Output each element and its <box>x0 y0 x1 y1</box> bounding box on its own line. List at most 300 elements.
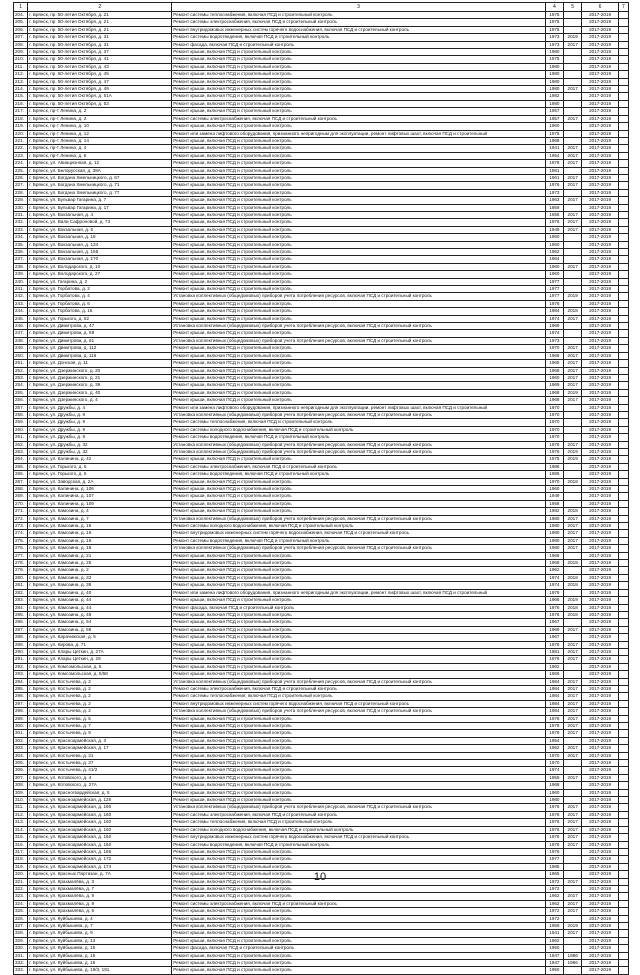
planned-period-cell: 2017-2019 <box>582 841 619 848</box>
extra-cell <box>618 337 628 344</box>
build-year-cell: 1986 <box>545 471 563 478</box>
last-repair-year-cell: 2017 <box>564 352 582 359</box>
work-type-cell: Ремонт крыши, включая ПСД и строительный контроль <box>172 493 545 500</box>
address-cell: г. Брянск, ул. Костычева, д. 2 <box>28 700 172 707</box>
build-year-cell: 1969 <box>545 323 563 330</box>
planned-period-cell: 2017-2019 <box>582 626 619 633</box>
build-year-cell: 1954 <box>545 737 563 744</box>
work-type-cell: Ремонт крыши, включая ПСД и строительный контроль <box>172 560 545 567</box>
work-type-cell: Ремонт крыши, включая ПСД и строительный контроль <box>172 915 545 922</box>
extra-cell <box>618 130 628 137</box>
work-type-cell: Ремонт крыши, включая ПСД и строительный контроль <box>172 152 545 159</box>
table-row <box>14 626 629 633</box>
extra-cell <box>618 767 628 774</box>
address-cell: г. Брянск, ул. Дружбы, д. 9 <box>28 426 172 433</box>
extra-cell <box>618 219 628 226</box>
last-repair-year-cell: 2019 <box>564 922 582 929</box>
row-number: 292. <box>14 663 28 670</box>
row-number: 272. <box>14 515 28 522</box>
work-type-cell: Ремонт крыши, включая ПСД и строительный контроль <box>172 634 545 641</box>
work-type-cell: Ремонт крыши, включая ПСД и строительный контроль <box>172 752 545 759</box>
work-type-cell: Ремонт системы водоотведения, включая ПСД и строительный контроль <box>172 434 545 441</box>
build-year-cell: 1976 <box>545 641 563 648</box>
last-repair-year-cell: 2017 <box>564 174 582 181</box>
last-repair-year-cell: 1986 <box>564 952 582 959</box>
address-cell: г. Брянск, ул. Богдана Хмельницкого, д. 77 <box>28 189 172 196</box>
row-number: 208. <box>14 41 28 48</box>
address-cell: г. Брянск, ул. Красноармейская, д. 166 <box>28 848 172 855</box>
last-repair-year-cell <box>564 789 582 796</box>
table-row <box>14 26 629 33</box>
last-repair-year-cell: 2017 <box>564 515 582 522</box>
row-number: 286. <box>14 619 28 626</box>
last-repair-year-cell: 2017 <box>564 685 582 692</box>
table-row <box>14 278 629 285</box>
address-cell: г. Брянск, пр. 50-летия Октября, д. 53 <box>28 100 172 107</box>
work-type-cell: Ремонт системы электроснабжения, включая ПСД и строительный контроль <box>172 900 545 907</box>
row-number: 241. <box>14 286 28 293</box>
extra-cell <box>618 930 628 937</box>
planned-period-cell: 2017-2019 <box>582 819 619 826</box>
build-year-cell: 1974 <box>545 574 563 581</box>
work-type-cell: Ремонт системы холодного водоснабжения, включая ПСД и строительный контроль <box>172 826 545 833</box>
planned-period-cell: 2017-2019 <box>582 574 619 581</box>
planned-period-cell: 2017-2019 <box>582 634 619 641</box>
address-cell: г. Брянск, ул. Костычева, д. 31 <box>28 752 172 759</box>
planned-period-cell: 2017-2019 <box>582 286 619 293</box>
last-repair-year-cell: 2018 <box>564 611 582 618</box>
last-repair-year-cell <box>564 137 582 144</box>
extra-cell <box>618 189 628 196</box>
last-repair-year-cell <box>564 471 582 478</box>
row-number: 285. <box>14 611 28 618</box>
extra-cell <box>618 360 628 367</box>
row-number: 299. <box>14 715 28 722</box>
address-cell: г. Брянск, ул. Камозина, д. 16 <box>28 537 172 544</box>
last-repair-year-cell: 2018 <box>564 574 582 581</box>
table-row <box>14 552 629 559</box>
extra-cell <box>618 626 628 633</box>
address-cell: г. Брянск, ул. Костычева, д. 2 <box>28 693 172 700</box>
last-repair-year-cell <box>564 967 582 974</box>
last-repair-year-cell: 2017 <box>564 360 582 367</box>
row-number: 230. <box>14 204 28 211</box>
build-year-cell: 1978 <box>545 730 563 737</box>
header-cell: 7 <box>618 3 628 12</box>
extra-cell <box>618 774 628 781</box>
last-repair-year-cell: 2017 <box>564 715 582 722</box>
planned-period-cell: 2017-2019 <box>582 478 619 485</box>
build-year-cell: 1984 <box>545 678 563 685</box>
row-number: 313. <box>14 819 28 826</box>
last-repair-year-cell: 2017 <box>564 441 582 448</box>
planned-period-cell: 2017-2019 <box>582 656 619 663</box>
last-repair-year-cell <box>564 797 582 804</box>
work-type-cell: Ремонт крыши, включая ПСД и строительный контроль <box>172 256 545 263</box>
planned-period-cell: 2017-2019 <box>582 515 619 522</box>
planned-period-cell: 2017-2019 <box>582 86 619 93</box>
row-number: 308. <box>14 782 28 789</box>
address-cell: г. Брянск, ул. Бульвар Гагарина, д. 7 <box>28 197 172 204</box>
address-cell: г. Брянск, ул. Куйбышева, д. 9 <box>28 930 172 937</box>
last-repair-year-cell: 2017 <box>564 160 582 167</box>
last-repair-year-cell: 2017 <box>564 397 582 404</box>
work-type-cell: Ремонт крыши, включая ПСД и строительный контроль <box>172 574 545 581</box>
work-type-cell: Установка коллективных (общедомовых) приборов учета потребления ресурсов, включая ПСД и строительный контроль <box>172 337 545 344</box>
build-year-cell: 1941 <box>545 930 563 937</box>
row-number: 221. <box>14 137 28 144</box>
table-row <box>14 100 629 107</box>
work-type-cell: Установка коллективных (общедомовых) приборов учета потребления ресурсов, включая ПСД и строительный контроль <box>172 678 545 685</box>
last-repair-year-cell: 2019 <box>564 456 582 463</box>
row-number: 232. <box>14 219 28 226</box>
work-type-cell: Ремонт системы водоотведения, включая ПСД и строительный контроль <box>172 34 545 41</box>
work-type-cell: Ремонт внутридомовых инженерных систем горячего водоснабжения, включая ПСД и строительный контроль <box>172 834 545 841</box>
extra-cell <box>618 863 628 870</box>
build-year-cell: 1963 <box>545 197 563 204</box>
extra-cell <box>618 730 628 737</box>
build-year-cell: 1977 <box>545 278 563 285</box>
planned-period-cell: 2017-2019 <box>582 848 619 855</box>
table-row <box>14 300 629 307</box>
address-cell: г. Брянск, ул. Костычева, д. 2 <box>28 678 172 685</box>
planned-period-cell: 2017-2019 <box>582 211 619 218</box>
last-repair-year-cell: 2017 <box>564 211 582 218</box>
extra-cell <box>618 574 628 581</box>
build-year-cell: 1969 <box>545 626 563 633</box>
last-repair-year-cell: 2017 <box>564 930 582 937</box>
last-repair-year-cell: 2017 <box>564 537 582 544</box>
extra-cell <box>618 967 628 974</box>
table-row <box>14 419 629 426</box>
planned-period-cell: 2017-2019 <box>582 323 619 330</box>
address-cell: г. Брянск, ул. Дружбы, д. 9 <box>28 434 172 441</box>
table-row <box>14 560 629 567</box>
table-row <box>14 145 629 152</box>
table-row <box>14 463 629 470</box>
extra-cell <box>618 634 628 641</box>
planned-period-cell: 2017-2019 <box>582 885 619 892</box>
planned-period-cell: 2017-2019 <box>582 56 619 63</box>
build-year-cell: 1974 <box>545 315 563 322</box>
build-year-cell: 1974 <box>545 330 563 337</box>
extra-cell <box>618 145 628 152</box>
build-year-cell: 1959 <box>545 774 563 781</box>
row-number: 242. <box>14 293 28 300</box>
build-year-cell: 1978 <box>545 723 563 730</box>
build-year-cell: 1976 <box>545 219 563 226</box>
address-cell: г. Брянск, ул. Дзержинского, д. 20 <box>28 367 172 374</box>
row-number: 331. <box>14 952 28 959</box>
planned-period-cell: 2017-2019 <box>582 589 619 596</box>
planned-period-cell: 2017-2019 <box>582 908 619 915</box>
row-number: 322. <box>14 885 28 892</box>
address-cell: г. Брянск, ул. Камозина, д. 36 <box>28 582 172 589</box>
row-number: 260. <box>14 426 28 433</box>
build-year-cell: 1960 <box>545 263 563 270</box>
row-number: 314. <box>14 826 28 833</box>
extra-cell <box>618 256 628 263</box>
work-type-cell: Ремонт или замена лифтового оборудования, признанного непригодным для эксплуатации, ремонт лифтовых шахт, включая ПСД и строительный <box>172 130 545 137</box>
planned-period-cell: 2017-2019 <box>582 434 619 441</box>
row-number: 328. <box>14 930 28 937</box>
build-year-cell: 1982 <box>545 93 563 100</box>
work-type-cell: Ремонт крыши, включая ПСД и строительный контроль <box>172 123 545 130</box>
last-repair-year-cell <box>564 767 582 774</box>
address-cell: г. Брянск, пр-т Ленина, д. 10 <box>28 123 172 130</box>
planned-period-cell: 2017-2019 <box>582 893 619 900</box>
last-repair-year-cell <box>564 189 582 196</box>
planned-period-cell: 2017-2019 <box>582 249 619 256</box>
planned-period-cell: 2017-2019 <box>582 263 619 270</box>
table-row <box>14 952 629 959</box>
last-repair-year-cell <box>564 323 582 330</box>
table-row <box>14 404 629 411</box>
address-cell: г. Брянск, ул. Клары Цеткин, д. 29 <box>28 656 172 663</box>
last-repair-year-cell: 2017 <box>564 197 582 204</box>
work-type-cell: Ремонт системы электроснабжения, включая ПСД и строительный контроль <box>172 463 545 470</box>
last-repair-year-cell: 2017 <box>564 530 582 537</box>
last-repair-year-cell <box>564 671 582 678</box>
work-type-cell: Ремонт крыши, включая ПСД и строительный контроль <box>172 56 545 63</box>
row-number: 305. <box>14 760 28 767</box>
build-year-cell: 1975 <box>545 56 563 63</box>
capital-repair-table <box>13 2 629 975</box>
planned-period-cell: 2017-2019 <box>582 700 619 707</box>
build-year-cell: 1976 <box>545 834 563 841</box>
last-repair-year-cell: 2017 <box>564 41 582 48</box>
work-type-cell: Ремонт крыши, включая ПСД и строительный контроль <box>172 330 545 337</box>
build-year-cell: 1949 <box>545 226 563 233</box>
row-number: 213. <box>14 78 28 85</box>
row-number: 239. <box>14 271 28 278</box>
last-repair-year-cell <box>564 93 582 100</box>
row-number: 330. <box>14 945 28 952</box>
extra-cell <box>618 589 628 596</box>
build-year-cell: 1960 <box>545 271 563 278</box>
last-repair-year-cell: 2017 <box>564 693 582 700</box>
row-number: 268. <box>14 486 28 493</box>
address-cell: г. Брянск, ул. Донская, д. 11 <box>28 360 172 367</box>
build-year-cell: 1975 <box>545 130 563 137</box>
build-year-cell: 1973 <box>545 34 563 41</box>
table-row <box>14 782 629 789</box>
table-row <box>14 286 629 293</box>
planned-period-cell: 2017-2019 <box>582 197 619 204</box>
build-year-cell: 1968 <box>545 552 563 559</box>
planned-period-cell: 2017-2019 <box>582 967 619 974</box>
extra-cell <box>618 685 628 692</box>
row-number: 215. <box>14 93 28 100</box>
last-repair-year-cell <box>564 856 582 863</box>
last-repair-year-cell <box>564 915 582 922</box>
work-type-cell: Ремонт системы водоотведения, включая ПСД и строительный контроль <box>172 537 545 544</box>
address-cell: г. Брянск, ул. Куйбышева, д. 15 <box>28 945 172 952</box>
build-year-cell: 1976 <box>545 841 563 848</box>
planned-period-cell: 2017-2019 <box>582 648 619 655</box>
planned-period-cell: 2017-2019 <box>582 715 619 722</box>
planned-period-cell: 2017-2019 <box>582 863 619 870</box>
build-year-cell: 1980 <box>545 100 563 107</box>
extra-cell <box>618 345 628 352</box>
row-number: 329. <box>14 937 28 944</box>
address-cell: г. Брянск, ул. Комсомольская, д. 5/58 <box>28 671 172 678</box>
build-year-cell: 1960 <box>545 123 563 130</box>
planned-period-cell: 2017-2019 <box>582 597 619 604</box>
table-row <box>14 752 629 759</box>
row-number: 269. <box>14 493 28 500</box>
extra-cell <box>618 560 628 567</box>
table-row <box>14 471 629 478</box>
extra-cell <box>618 286 628 293</box>
planned-period-cell: 2017-2019 <box>582 130 619 137</box>
work-type-cell: Установка коллективных (общедомовых) приборов учета потребления ресурсов, включая ПСД и строительный контроль <box>172 411 545 418</box>
planned-period-cell: 2017-2019 <box>582 411 619 418</box>
planned-period-cell: 2017-2019 <box>582 760 619 767</box>
table-row <box>14 715 629 722</box>
planned-period-cell: 2017-2019 <box>582 641 619 648</box>
build-year-cell: 1970 <box>545 760 563 767</box>
build-year-cell: 1973 <box>545 189 563 196</box>
row-number: 297. <box>14 700 28 707</box>
last-repair-year-cell: 2019 <box>564 293 582 300</box>
extra-cell <box>618 441 628 448</box>
table-row <box>14 863 629 870</box>
last-repair-year-cell <box>564 552 582 559</box>
address-cell: г. Брянск, ул. Володарского, д. 10 <box>28 263 172 270</box>
work-type-cell: Ремонт крыши, включая ПСД и строительный контроль <box>172 885 545 892</box>
build-year-cell: 1980 <box>545 797 563 804</box>
extra-cell <box>618 834 628 841</box>
build-year-cell: 1984 <box>545 700 563 707</box>
address-cell: г. Брянск, ул. Карачижская, д. 5 <box>28 634 172 641</box>
row-number: 300. <box>14 723 28 730</box>
planned-period-cell: 2017-2019 <box>582 871 619 878</box>
address-cell: г. Брянск, ул. Куйбышева, д. 4 <box>28 915 172 922</box>
address-cell: г. Брянск, пр. 50-летия Октября, д. 31 <box>28 34 172 41</box>
table-row <box>14 345 629 352</box>
extra-cell <box>618 782 628 789</box>
last-repair-year-cell: 2017 <box>564 834 582 841</box>
address-cell: г. Брянск, пр. 50-летия Октября, д. 21 <box>28 19 172 26</box>
work-type-cell: Ремонт крыши, включая ПСД и строительный контроль <box>172 374 545 381</box>
row-number: 303. <box>14 745 28 752</box>
last-repair-year-cell <box>564 663 582 670</box>
address-cell: г. Брянск, ул. Дзержинского, д. 39 <box>28 382 172 389</box>
table-row <box>14 545 629 552</box>
last-repair-year-cell <box>564 737 582 744</box>
last-repair-year-cell <box>564 500 582 507</box>
build-year-cell: 1976 <box>545 656 563 663</box>
address-cell: г. Брянск, ул. Димитрова, д. 59 <box>28 330 172 337</box>
build-year-cell: 1976 <box>545 804 563 811</box>
row-number: 294. <box>14 678 28 685</box>
work-type-cell: Ремонт крыши, включая ПСД и строительный контроль <box>172 767 545 774</box>
row-number: 233. <box>14 226 28 233</box>
build-year-cell: 1986 <box>545 463 563 470</box>
last-repair-year-cell <box>564 634 582 641</box>
extra-cell <box>618 41 628 48</box>
extra-cell <box>618 411 628 418</box>
build-year-cell: 1966 <box>545 597 563 604</box>
row-number: 252. <box>14 367 28 374</box>
extra-cell <box>618 78 628 85</box>
work-type-cell: Ремонт крыши, включая ПСД и строительный контроль <box>172 249 545 256</box>
extra-cell <box>618 86 628 93</box>
last-repair-year-cell <box>564 404 582 411</box>
planned-period-cell: 2017-2019 <box>582 256 619 263</box>
address-cell: г. Брянск, ул. Дзержинского, д. 21 <box>28 374 172 381</box>
work-type-cell: Ремонт крыши, включая ПСД и строительный контроль <box>172 226 545 233</box>
table-row <box>14 271 629 278</box>
last-repair-year-cell <box>564 286 582 293</box>
extra-cell <box>618 515 628 522</box>
extra-cell <box>618 137 628 144</box>
last-repair-year-cell: 2017 <box>564 315 582 322</box>
last-repair-year-cell: 2017 <box>564 893 582 900</box>
extra-cell <box>618 204 628 211</box>
row-number: 327. <box>14 922 28 929</box>
table-row <box>14 856 629 863</box>
planned-period-cell: 2017-2019 <box>582 797 619 804</box>
row-number: 231. <box>14 211 28 218</box>
header-cell: 2 <box>28 3 172 12</box>
row-number: 219. <box>14 123 28 130</box>
address-cell: г. Брянск, ул. Куйбышева, д. 19/3, 181 <box>28 967 172 974</box>
build-year-cell: 1962 <box>545 663 563 670</box>
extra-cell <box>618 241 628 248</box>
row-number: 293. <box>14 671 28 678</box>
extra-cell <box>618 819 628 826</box>
work-type-cell: Ремонт крыши, включая ПСД и строительный контроль <box>172 241 545 248</box>
header-cell: 5 <box>564 3 582 12</box>
last-repair-year-cell <box>564 486 582 493</box>
extra-cell <box>618 34 628 41</box>
row-number: 270. <box>14 500 28 507</box>
build-year-cell: 1962 <box>545 745 563 752</box>
work-type-cell: Установка коллективных (общедомовых) приборов учета потребления ресурсов, включая ПСД и строительный контроль <box>172 804 545 811</box>
work-type-cell: Ремонт системы электроснабжения, включая ПСД и строительный контроль <box>172 811 545 818</box>
last-repair-year-cell: 2017 <box>564 656 582 663</box>
last-repair-year-cell: 2017 <box>564 545 582 552</box>
planned-period-cell: 2017-2019 <box>582 552 619 559</box>
planned-period-cell: 2017-2019 <box>582 693 619 700</box>
table-row <box>14 367 629 374</box>
work-type-cell: Ремонт крыши, включая ПСД и строительный контроль <box>172 789 545 796</box>
extra-cell <box>618 160 628 167</box>
table-row <box>14 204 629 211</box>
extra-cell <box>618 448 628 455</box>
planned-period-cell: 2017-2019 <box>582 834 619 841</box>
build-year-cell: 1973 <box>545 41 563 48</box>
work-type-cell: Ремонт крыши, включая ПСД и строительный контроль <box>172 49 545 56</box>
table-row <box>14 797 629 804</box>
build-year-cell: 1977 <box>545 856 563 863</box>
last-repair-year-cell: 2017 <box>564 345 582 352</box>
table-row <box>14 915 629 922</box>
address-cell: г. Брянск, ул. Камозина, д. 44 <box>28 604 172 611</box>
table-row <box>14 323 629 330</box>
work-type-cell: Ремонт внутридомовых инженерных систем горячего водоснабжения, включая ПСД и строительный контроль <box>172 530 545 537</box>
build-year-cell: 1970 <box>545 434 563 441</box>
extra-cell <box>618 56 628 63</box>
last-repair-year-cell: 2017 <box>564 811 582 818</box>
work-type-cell: Установка коллективных (общедомовых) приборов учета потребления ресурсов, включая ПСД и строительный контроль <box>172 448 545 455</box>
extra-cell <box>618 63 628 70</box>
planned-period-cell: 2017-2019 <box>582 315 619 322</box>
planned-period-cell: 2017-2019 <box>582 152 619 159</box>
extra-cell <box>618 389 628 396</box>
